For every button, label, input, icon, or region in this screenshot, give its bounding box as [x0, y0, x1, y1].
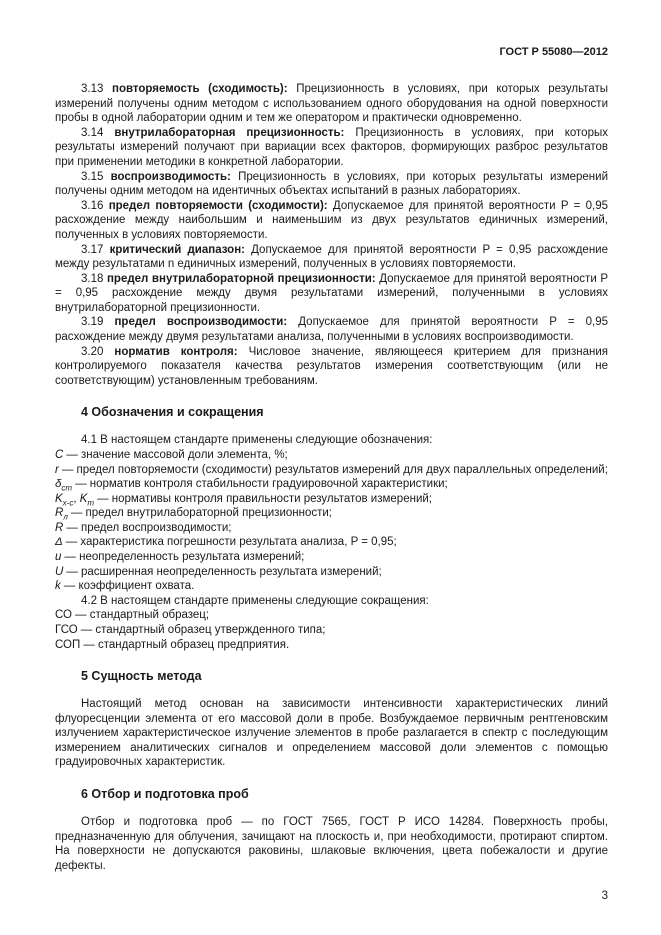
- term: внутрилабораторная прецизионность:: [114, 126, 345, 139]
- symbol-line-u-big: [55, 565, 608, 580]
- symbol-line-r-small: [55, 463, 608, 478]
- definition-3-14: [55, 126, 608, 170]
- section-5-heading: 5 Сущность метода: [81, 669, 202, 684]
- symbol-description: — предел внутрилабораторной прецизионности;: [70, 507, 332, 520]
- term: предел внутрилабораторной прецизионности:: [106, 272, 376, 285]
- abbreviation: ГСО: [55, 624, 78, 637]
- symbol: δ: [55, 478, 62, 491]
- clause-4-1: 4.1 В настоящем стандарте применены следующие обозначения:: [81, 434, 433, 447]
- symbol-line-c: [55, 448, 608, 463]
- symbol-description: — расширенная неопределенность результата измерений;: [66, 565, 382, 578]
- clause-number: 3.13: [81, 82, 104, 95]
- term: критический диапазон:: [109, 243, 245, 256]
- symbol: R: [55, 521, 64, 534]
- symbol-description: — нормативы контроля правильности результатов измерений;: [97, 492, 432, 505]
- symbol: K: [79, 492, 88, 505]
- symbol-subscript: л: [63, 512, 68, 522]
- definition-3-17: [55, 243, 608, 272]
- clause-number: 3.14: [81, 126, 104, 139]
- symbol-description: — предел повторяемости (сходимости) результатов измерений для двух параллельных определений;: [61, 463, 608, 476]
- symbol-separator: ,: [73, 492, 80, 505]
- page-number: 3: [601, 890, 608, 903]
- symbol: Δ: [55, 536, 63, 549]
- abbreviation-description: — стандартный образец утвержденного типа;: [80, 624, 326, 637]
- clause-number: 3.18: [81, 272, 104, 285]
- symbol-description: — характеристика погрешности результата анализа, P = 0,95;: [65, 536, 397, 549]
- term: предел воспроизводимости:: [114, 316, 288, 329]
- definition-3-19: [55, 315, 608, 344]
- definition-text: Прецизионность в условиях, при которых результаты измерений получены одним методом с использованием одного оборудования на одной поверхности пробы в одной лаборатории одним и тем же оператором и практически одновременно.: [55, 82, 608, 125]
- symbol-line-r-lab: [55, 506, 608, 521]
- definition-text: Допускаемое для принятой вероятности P = 0,95 расхождение между двумя результатами измерений, полученными в условиях внутрилабораторной прецизионности.: [55, 272, 609, 314]
- section-4-heading: 4 Обозначения и сокращения: [81, 405, 264, 420]
- term: повторяемость (сходимость):: [112, 82, 288, 95]
- definition-3-16: [55, 199, 608, 243]
- definition-text: Прецизионность в условиях, при которых результаты измерений получают при вариации всех факторов, формирующих разброс результатов при применении методики в конкретной лаборатории.: [55, 126, 608, 168]
- term: воспроизводимость:: [110, 170, 231, 183]
- symbol: C: [55, 448, 64, 461]
- doc-number: ГОСТ Р 55080—2012: [499, 46, 608, 58]
- section-5-text: Настоящий метод основан на зависимости интенсивности характеристических линий флуоресценции элемента от его массовой доли в пробе. Возбуждаемое первичным рентгеновским излучением характеристическое излучение элементов в пробе разлагается в спектр с последующим измерением аналитических сигналов и определением массовой доли элементов с помощью градуировочных характеристик.: [55, 698, 608, 769]
- clause-number: 3.15: [81, 170, 104, 183]
- symbol: k: [55, 580, 61, 593]
- symbol: U: [55, 565, 64, 578]
- symbol-subscript: т: [87, 497, 95, 507]
- symbol: r: [55, 463, 59, 476]
- abbreviation: СОП: [55, 638, 81, 651]
- symbol-line-delta-st: [55, 477, 608, 492]
- abbrev-line-sop: [55, 638, 608, 653]
- definition-text: Прецизионность в условиях, при которых результаты измерений получены одним методом на идентичных объектах испытаний в разных лабораториях.: [55, 170, 608, 198]
- definition-text: Допускаемое для принятой вероятности P = 0,95 расхождение между результатами n единичных измерений, полученных в условиях повторяемости.: [55, 243, 608, 271]
- definition-text: Допускаемое для принятой вероятности P = 0,95 расхождение между двумя результатами анализа, полученными в условиях воспроизводимости.: [55, 316, 608, 344]
- symbol-description: — значение массовой доли элемента, %;: [66, 448, 288, 461]
- definition-3-13: [55, 82, 608, 126]
- symbol-description: — неопределенность результата измерений;: [64, 551, 305, 564]
- section-6-heading: 6 Отбор и подготовка проб: [81, 787, 249, 802]
- definition-3-20: [55, 345, 608, 389]
- abbrev-line-gso: [55, 623, 608, 638]
- term: предел повторяемости (сходимости):: [108, 199, 328, 212]
- symbol-description: — предел воспроизводимости;: [66, 521, 232, 534]
- symbol-line-k-small: [55, 579, 608, 594]
- symbol: K: [55, 492, 63, 505]
- clause-number: 3.16: [81, 199, 104, 212]
- symbol-description: — коэффициент охвата.: [63, 580, 195, 593]
- symbol: R: [55, 507, 64, 520]
- symbol-subscript: х-с: [62, 497, 74, 507]
- symbol: u: [55, 551, 62, 564]
- abbreviation-description: — стандартный образец предприятия.: [83, 638, 290, 651]
- definition-3-18: [55, 272, 608, 316]
- section-6-text: Отбор и подготовка проб — по ГОСТ 7565, ГОСТ Р ИСО 14284. Поверхность пробы, предназначенную для облучения, зачищают на плоскость и, при необходимости, протирают спиртом. На поверхности не допускаются раковины, шлаковые включения, цвета побежалости и другие дефекты.: [55, 815, 608, 872]
- symbol-line-delta-big: [55, 535, 608, 550]
- clause-number: 3.17: [81, 243, 104, 256]
- definition-text: Числовое значение, являющееся критерием для признания контролируемого показателя качества результатов измерения соответствующим (или не соответствующим) установленным требованиям.: [55, 345, 608, 387]
- term: норматив контроля:: [114, 345, 238, 358]
- clause-number: 3.20: [81, 345, 104, 358]
- abbrev-line-so: [55, 608, 608, 623]
- symbol-description: — норматив контроля стабильности градуировочной характеристики;: [75, 478, 448, 491]
- symbol-line-r-big: [55, 521, 608, 536]
- symbol-line-k-controls: [55, 492, 608, 507]
- clause-number: 3.19: [81, 316, 104, 329]
- clause-4-2: 4.2 В настоящем стандарте применены следующие сокращения:: [81, 594, 429, 607]
- abbreviation: СО: [55, 609, 72, 622]
- definition-3-15: [55, 170, 608, 199]
- abbreviation-description: — стандартный образец;: [75, 609, 210, 622]
- symbol-line-u-small: [55, 550, 608, 565]
- definition-text: Допускаемое для принятой вероятности P = 0,95 расхождение между наибольшим и наименьшим из двух результатов единичных измерений, полученных в условиях повторяемости.: [55, 199, 608, 241]
- document-content: [55, 82, 608, 873]
- symbol-subscript: ст: [61, 483, 73, 493]
